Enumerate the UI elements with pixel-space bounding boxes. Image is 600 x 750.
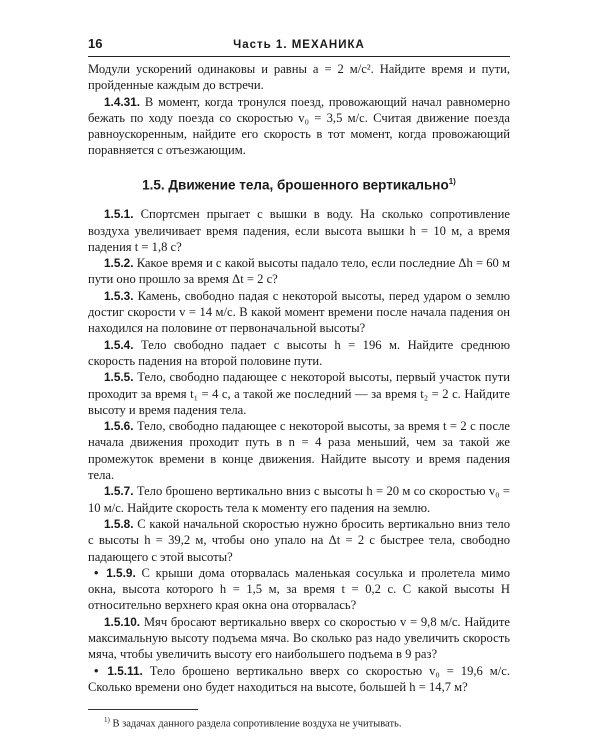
page-body xyxy=(88,61,510,731)
problem-item xyxy=(88,255,510,288)
section-title-text: 1.5. Движение тела, брошенного вертикально xyxy=(142,177,449,193)
problem-number: 1.5.11. xyxy=(107,663,143,678)
problem-item xyxy=(88,418,510,483)
problem-text: В момент, когда тронулся поезд, провожающий начал равномерно бежать по ходу поезда со скоростью v₀ = 3,5 м/с. Считая движение поезда равноускоренным, найдите его скорость в тот момент, когда провожающий поравняется с отъезжающим. xyxy=(88,94,510,158)
problem-text: Спортсмен прыгает с вышки в воду. На сколько сопротивление воздуха увеличивает время падения, если высота вышки h = 10 м, а время падения t = 1,8 с? xyxy=(88,207,510,254)
page xyxy=(88,36,510,731)
problem-bullet: • xyxy=(94,663,99,678)
problem-text: Камень, свободно падая с некоторой высоты, перед ударом о землю достиг скорости v = 14 м/с. В какой момент времени после начала падения он находился на половине от первоначальной высоты? xyxy=(88,288,511,336)
section-footnote-mark: 1) xyxy=(448,176,456,186)
problem-item xyxy=(88,663,510,696)
footnote-mark: 1) xyxy=(104,716,110,725)
problem-item xyxy=(88,614,510,663)
problem-number: 1.5.2. xyxy=(104,256,134,271)
problem-list xyxy=(88,206,510,695)
footnote xyxy=(88,714,510,731)
problem-number: 1.4.31. xyxy=(104,94,141,109)
problem-number: 1.5.8. xyxy=(104,516,134,531)
problem-item xyxy=(88,337,510,370)
running-title: Часть 1. МЕХАНИКА xyxy=(233,39,365,51)
problem-text: Тело свободно падает с высоты h = 196 м. Найдите среднюю скорость падения на второй половине пути. xyxy=(88,337,510,368)
problem-number: 1.5.10. xyxy=(104,614,141,629)
problem-1-4-31 xyxy=(88,94,510,159)
problem-text: Какое время и с какой высоты падало тело, если последние Δh = 60 м пути оно прошло за время Δt = 2 с? xyxy=(88,256,510,287)
problem-text: Тело брошено вертикально вверх со скоростью v₀ = 19,6 м/с. Сколько времени оно будет находиться на высоте, большей h = 14,7 м? xyxy=(88,663,510,694)
problem-number: 1.5.1. xyxy=(104,207,134,222)
problem-number: 1.5.4. xyxy=(104,337,134,352)
footnote-divider xyxy=(88,709,198,710)
page-number: 16 xyxy=(88,36,103,51)
problem-item xyxy=(88,483,510,516)
problem-number: 1.5.7. xyxy=(104,484,134,499)
intro-continuation: Модули ускорений одинаковы и равны a = 2 м/с². Найдите время и пути, пройденные каждым до встречи. xyxy=(88,62,510,93)
problem-item xyxy=(88,516,510,565)
footnote-text: В задачах данного раздела сопротивление воздуха не учитывать. xyxy=(112,718,402,730)
problem-text: Тело, свободно падающее с некоторой высоты, за время t = 2 с после начала движения проходит путь в n = 4 раза меньший, чем за такой же промежуток времени в конце движения. Найдите высоту и время падения тела. xyxy=(88,419,510,483)
problem-text: Тело, свободно падающее с некоторой высоты, первый участок пути проходит за время t₁ = 4 с, а такой же последний — за время t₂ = 2 с. Найдите высоту и время падения тела. xyxy=(88,370,510,417)
problem-item xyxy=(88,206,510,255)
problem-bullet: • xyxy=(94,565,99,580)
problem-text: С какой начальной скоростью нужно бросить вертикально вниз тело с высоты h = 39,2 м, чтобы оно упало на Δt = 2 с быстрее тела, свободно падающего с этой высоты? xyxy=(88,516,511,564)
page-header xyxy=(88,36,510,57)
problem-number: 1.5.3. xyxy=(104,288,134,303)
problem-item xyxy=(88,565,510,614)
problem-text: Тело брошено вертикально вниз с высоты h = 20 м со скоростью v₀ = 10 м/с. Найдите скорость тела к моменту его падения на землю. xyxy=(88,484,510,515)
problem-number: 1.5.6. xyxy=(104,419,134,434)
section-title xyxy=(88,177,510,193)
problem-text: С крыши дома оторвалась маленькая сосулька и пролетела мимо окна, высота которого h = 1,5 м, за время t = 0,2 с. С какой высоты H относительно верхнего края окна она оторвалась? xyxy=(88,565,510,613)
problem-number: 1.5.9. xyxy=(106,565,136,580)
problem-item xyxy=(88,369,510,418)
problem-item xyxy=(88,288,510,337)
problem-text: Мяч бросают вертикально вверх со скоростью v = 9,8 м/с. Найдите максимальную высоту подъема мяча. Во сколько раз надо увеличить скорость мяча, чтобы увеличить высоту его наибольшего подъема в 9 раз? xyxy=(88,614,510,662)
problem-number: 1.5.5. xyxy=(104,370,134,385)
